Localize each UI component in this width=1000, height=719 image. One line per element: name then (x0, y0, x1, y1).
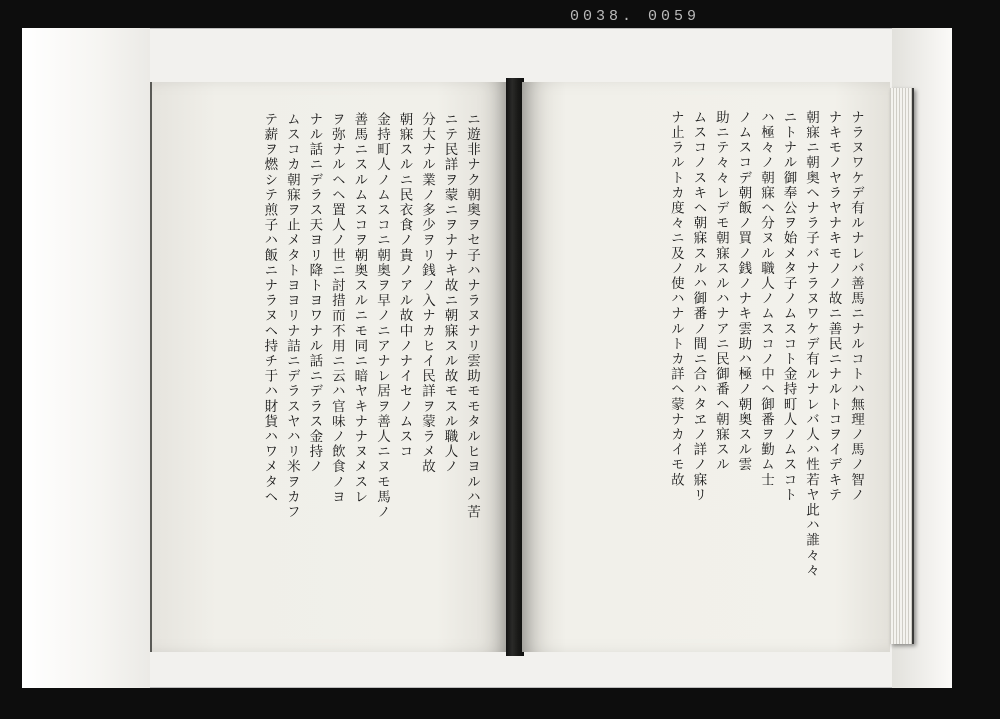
text-column: テ薪ヲ燃シテ煎子ハ飯ニナラヌヘ持チ于ハ財貨ハワメタヘ (261, 112, 278, 505)
text-column: ノムスコデ朝飯ノ買ノ銭ノナキ雲助ハ極ノ朝奥スル雲 (735, 110, 752, 473)
text-column: 善馬ニスルムスコヲ朝奥スルニモ同ニ暗ヤキナナヌメスレ (351, 112, 368, 505)
text-column: 助ニテ々々レデモ朝寐スルハナアニ民御番ヘ朝寐スル (712, 110, 729, 473)
text-column: 金持町人ノムスコニ朝奥ヲ早ノニアナレ居ヲ善人ニヌモ馬ノ (373, 112, 390, 520)
page-fore-edge (890, 88, 914, 644)
text-column: ムスコカ朝寐ヲ止メタトヨヨリナ詰ニデラスヤハリ米ヲカフ (283, 112, 300, 520)
text-column: ニ遊非ナク朝奥ヲセ子ハナラヌナリ雲助モモタルヒヨルハ苦 (464, 112, 480, 520)
text-column: ナル話ニデラス天ヨリ降トヨワナル話ニデラス金持ノ (306, 112, 323, 475)
text-column: ヲ弥ナルヘヘ置人ノ世ニ討措而不用ニ云ハ官味ノ飲食ノヨ (328, 112, 345, 505)
left-page (150, 82, 508, 652)
text-column: ムスコノスキヘ朝寐スルハ御番ノ間ニ合ハタヱノ詳ノ寐リ (690, 110, 707, 503)
left-margin-shade (22, 28, 150, 688)
right-page (522, 82, 890, 652)
text-column: 分大ナル業ノ多少ヲリ銭ノ入ナカヒイ民詳ヲ蒙ラメ故 (418, 112, 435, 475)
text-column: ナキモノヤラヤナキモノノ故ニ善民ニナルトコヲイデキテ (825, 110, 842, 503)
text-column: 朝寐スルニ民衣食ノ貴ノアル故中ノナイセノムスコ (396, 112, 413, 460)
right-page-text-block (544, 108, 866, 626)
text-column: ナ止ラルトカ度々ニ及ノ使ハナルトカ詳ヘ蒙ナカイモ故 (667, 110, 684, 488)
text-column: ハ極々ノ朝寐ヘ分ヌル職人ノムスコノ中ヘ御番ヲ勤ム士 (757, 110, 774, 488)
text-column: ニテ民詳ヲ蒙ニヲナナキ故ニ朝寐スル故モスル職人ノ (441, 112, 458, 475)
left-page-text-block (170, 108, 482, 626)
frame-number-label: 0038. 0059 (569, 8, 700, 25)
text-column: ナラヌワケデ有ルナレバ善馬ニナルコトハ無理ノ馬ノ智ノ (848, 110, 864, 503)
text-column: 朝寐ニ朝奥ヘナラ子バナラヌワケデ有ルナレバ人ハ性若ヤ此ハ誰々々 (802, 110, 819, 579)
text-column: ニトナル御奉公ヲ始メタ子ノムスコト金持町人ノムスコト (780, 110, 797, 503)
open-book (150, 82, 890, 652)
